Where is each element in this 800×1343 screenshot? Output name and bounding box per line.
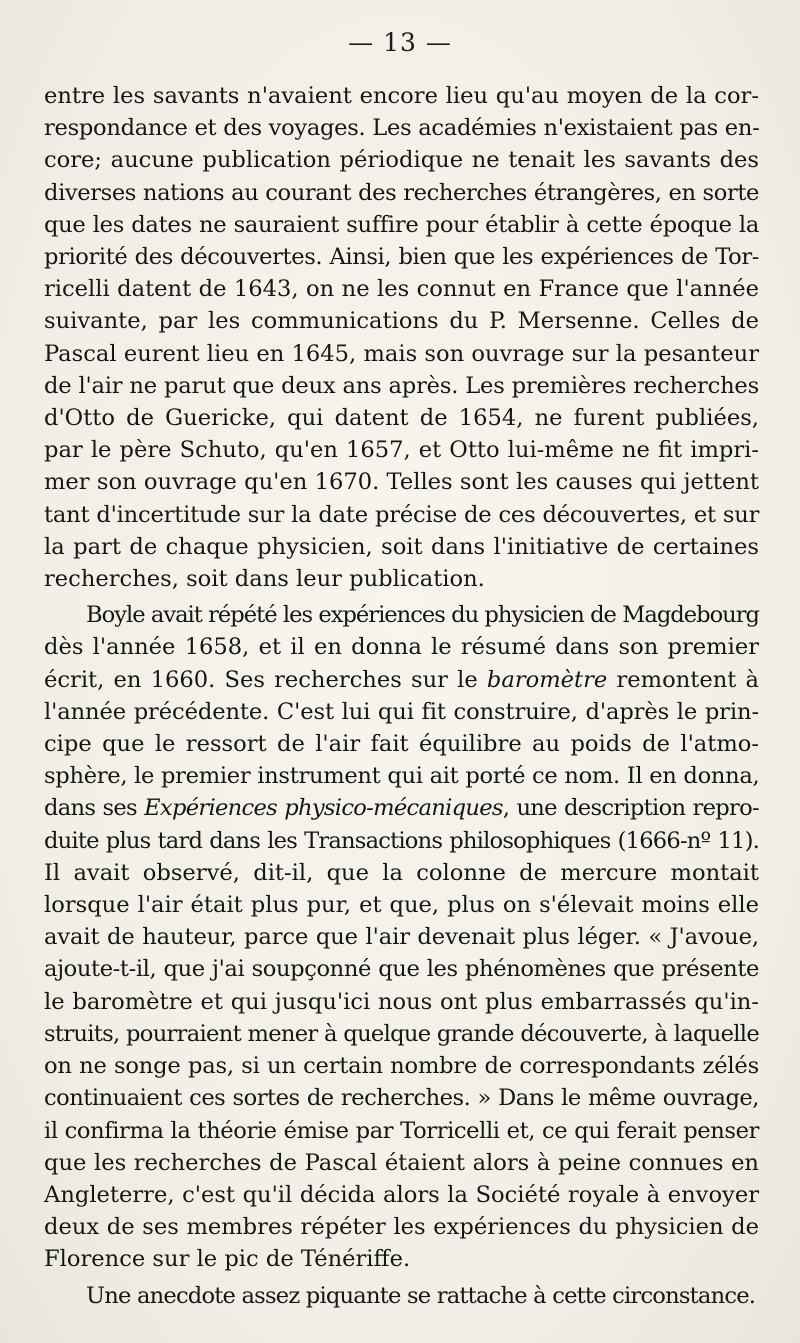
text-line: entre les savants n'avaient encore lieu qu'au moyen de la cor- — [44, 83, 759, 109]
text-line: deux de ses membres répéter les expériences du physicien de — [44, 1214, 759, 1241]
text-line: Angleterre, c'est qu'il décida alors la Société royale à envoyer — [44, 1181, 759, 1208]
text-line: diverses nations au courant des recherches étrangères, en sorte — [44, 179, 759, 206]
text-line: continuaient ces sortes de recherches. » Dans le même ouvrage, — [44, 1085, 759, 1112]
text-line: de l'air ne parut que deux ans après. Les premières recherches — [44, 372, 759, 399]
text-line: que les dates ne sauraient suffire pour établir à cette époque la — [44, 211, 759, 238]
text-line: que les recherches de Pascal étaient alors à peine connues en — [44, 1149, 759, 1176]
text-line: priorité des découvertes. Ainsi, bien que les expériences de Tor- — [44, 244, 759, 271]
text-line-with-italic: dans ses Expériences physico-mécaniques, une description repro- — [44, 795, 759, 822]
text-line: ricelli datent de 1643, on ne les connut en France que l'année — [44, 276, 759, 303]
text-line: Pascal eurent lieu en 1645, mais son ouvrage sur la pesanteur — [44, 340, 759, 367]
text-line: l'année précédente. C'est lui qui fit construire, d'après le prin- — [44, 698, 759, 725]
text-line: duite plus tard dans les Transactions philosophiques (1666-nº 11). — [44, 827, 759, 854]
text-line: Boyle avait répété les expériences du physicien de Magdebourg — [86, 602, 759, 629]
italic-title: Expériences physico-mécaniques — [144, 795, 503, 822]
text-line: par le père Schuto, qu'en 1657, et Otto lui-même ne fit impri- — [44, 437, 759, 464]
paragraph — [44, 80, 759, 595]
text-line: tant d'incertitude sur la date précise de ces découvertes, et sur — [44, 501, 760, 528]
text-line: lorsque l'air était plus pur, et que, plus on s'élevait moins elle — [44, 892, 759, 919]
text-line: mer son ouvrage qu'en 1670. Telles sont les causes qui jettent — [44, 469, 759, 496]
text-line: Il avait observé, dit-il, que la colonne de mercure montait — [44, 859, 759, 886]
text-line: il confirma la théorie émise par Torricelli et, ce qui ferait penser — [44, 1117, 759, 1144]
body-text — [44, 80, 759, 1312]
text-line: la part de chaque physicien, soit dans l'initiative de certaines — [44, 533, 759, 560]
italic-title: baromètre — [486, 666, 608, 693]
page-number: — 13 — — [348, 28, 452, 57]
text-line: recherches, soit dans leur publication. — [44, 566, 485, 593]
text-line: Florence sur le pic de Ténériffe. — [44, 1246, 411, 1273]
text-line: avait de hauteur, parce que l'air devenait plus léger. « J'avoue, — [44, 924, 759, 951]
text-line: cipe que le ressort de l'air fait équilibre au poids de l'atmo- — [44, 731, 759, 758]
text-line: sphère, le premier instrument qui ait porté ce nom. Il en donna, — [44, 763, 760, 790]
text-line: struits, pourraient mener à quelque grande découverte, à laquelle — [44, 1020, 759, 1047]
text-line: respondance et des voyages. Les académies n'existaient pas en- — [44, 115, 760, 142]
text-line: on ne songe pas, si un certain nombre de correspondants zélés — [44, 1053, 759, 1080]
text-line: Une anecdote assez piquante se rattache à cette circonstance. — [86, 1282, 756, 1309]
paragraph — [44, 1280, 759, 1312]
paragraph — [44, 599, 759, 1275]
text-line: suivante, par les communications du P. Mersenne. Celles de — [44, 308, 759, 335]
text-line: core; aucune publication périodique ne tenait les savants des — [44, 147, 759, 174]
text-line: le baromètre et qui jusqu'ici nous ont plus embarrassés qu'in- — [44, 988, 759, 1015]
text-line-with-italic: écrit, en 1660. Ses recherches sur le baromètre remontent à — [44, 666, 759, 693]
text-line: d'Otto de Guericke, qui datent de 1654, ne furent publiées, — [44, 405, 759, 432]
text-line: dès l'année 1658, et il en donna le résumé dans son premier — [44, 634, 759, 661]
text-line: ajoute-t-il, que j'ai soupçonné que les phénomènes que présente — [44, 956, 759, 983]
